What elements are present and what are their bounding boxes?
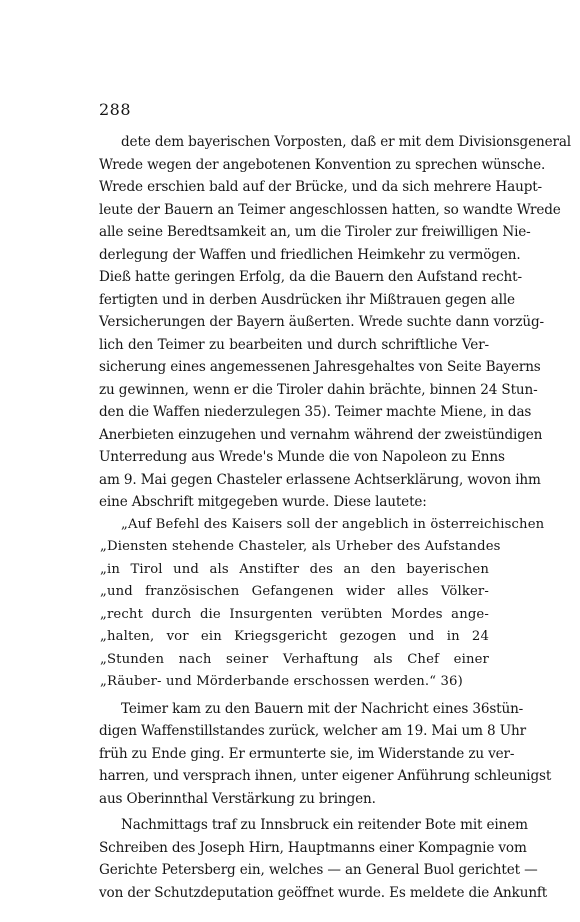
text-line: Versicherungen der Bayern äußerten. Wrede suchte dann vorzüg- [99,314,544,330]
page-number: 288 [99,100,132,119]
quote-line: „Auf Befehl des Kaisers soll der angeblich in österreichischen [121,516,545,532]
text-line: früh zu Ende ging. Er ermunterte sie, im Widerstande zu ver- [99,745,515,762]
text-line: von der Schutzdeputation geöffnet wurde. Es meldete die Ankunft [99,884,548,901]
text-line: lich den Teimer zu bearbeiten und durch schriftliche Ver- [99,336,489,353]
text-line: derlegung der Waffen und friedlichen Heimkehr zu vermögen. [99,246,521,263]
text-line: Schreiben des Joseph Hirn, Hauptmanns einer Kompagnie vom [99,839,527,856]
text-line: Dieß hatte geringen Erfolg, da die Bauern den Aufstand recht- [99,269,522,285]
text-line: digen Waffenstillstandes zurück, welcher am 19. Mai um 8 Uhr [99,723,526,739]
text-line: sicherung eines angemessenen Jahresgehaltes von Seite Bayerns [99,359,541,375]
text-line: Teimer kam zu den Bauern mit der Nachricht eines 36stün- [121,700,524,717]
text-line: Wrede erschien bald auf der Brücke, und da sich mehrere Haupt- [99,179,543,195]
text-line: Nachmittags traf zu Innsbruck ein reitender Bote mit einem [121,817,528,833]
text-line: harren, und versprach ihnen, unter eigener Anführung schleunigst [99,768,552,784]
text-line: Anerbieten einzugehen und vernahm während der zweistündigen [99,426,543,443]
text-line: alle seine Beredtsamkeit an, um die Tiroler zur freiwilligen Nie- [99,224,531,240]
quote-line: „Räuber- und Mörderbande erschossen werden.“ 36) [100,674,463,689]
quote-line: „Stunden nach seiner Verhaftung als Chef einer [100,651,489,667]
quote-line: „in Tirol und als Anstifter des an den bayerischen [100,561,489,577]
text-line: am 9. Mai gegen Chasteler erlassene Achtserklärung, wovon ihm [99,471,541,488]
text-line: Unterredung aus Wrede's Munde die von Napoleon zu Enns [99,449,505,465]
text-line: fertigten und in derben Ausdrücken ihr Mißtrauen gegen alle [99,291,515,308]
text-line: zu gewinnen, wenn er die Tiroler dahin brächte, binnen 24 Stun- [99,381,538,398]
quote-line: „und französischen Gefangenen wider alles Völker- [100,584,489,599]
text-line: dete dem bayerischen Vorposten, daß er mit dem Divisionsgeneral [121,134,572,150]
quote-line: „recht durch die Insurgenten verübten Mordes ange- [100,606,489,622]
body-text [99,131,572,904]
text-line: aus Oberinnthal Verstärkung zu bringen. [99,790,376,807]
text-line: eine Abschrift mitgegeben wurde. Diese lautete: [99,494,427,510]
quote-line: „halten, vor ein Kriegsgericht gezogen und in 24 [100,629,489,644]
text-line: Wrede wegen der angebotenen Konvention zu sprechen wünsche. [99,156,546,173]
text-line: leute der Bauern an Teimer angeschlossen hatten, so wandte Wrede [99,201,561,218]
quote-line: „Diensten stehende Chasteler, als Urheber des Aufstandes [100,539,501,554]
text-line: Gerichte Petersberg ein, welches — an General Buol gerichtet — [99,862,538,878]
text-line: den die Waffen niederzulegen 35). Teimer machte Miene, in das [99,404,532,420]
